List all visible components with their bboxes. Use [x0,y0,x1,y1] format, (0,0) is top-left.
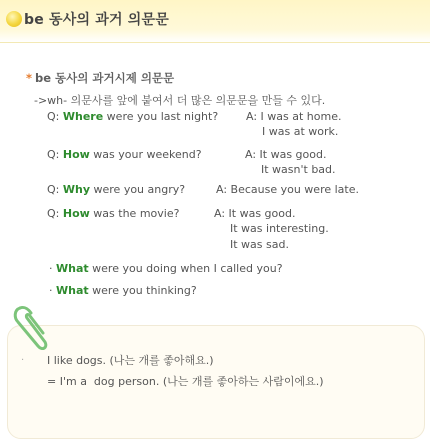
q-prefix: Q: [47,148,63,161]
note-line-2: = I'm a dog person. (나는 개를 좋아하는 사람이에요.) [47,375,324,388]
question-text: were you last night? [103,110,219,123]
wh-keyword: How [62,148,90,161]
answer-4-line-3: It was sad. [230,238,289,251]
question-text: were you doing when I called you? [88,262,283,275]
answer-2-line-1: A: It was good. [245,148,327,161]
section-title [26,70,174,86]
extra-question-1 [49,262,283,275]
answer-3-line-1: A: Because you were late. [216,183,359,196]
wh-keyword: How [62,207,90,220]
wh-keyword: What [56,284,89,297]
bullet: · [49,284,56,297]
question-text: was your weekend? [89,148,202,161]
header-bar [0,0,430,43]
note-bullet: · [21,355,25,366]
question-text: was the movie? [89,207,180,220]
star-icon: * [26,71,33,85]
yellow-dot-icon [6,11,22,27]
answer-4-line-2: It was interesting. [230,222,329,235]
answer-1-line-2: I was at work. [262,125,339,138]
section-title-text: be 동사의 과거시제 의문문 [35,71,175,85]
page-title: be 동사의 과거 의문문 [24,12,169,28]
q-prefix: Q: [47,110,63,123]
answer-2-line-2: It wasn't bad. [261,163,336,176]
bullet: · [49,262,56,275]
question-text: were you thinking? [88,284,197,297]
question-1 [47,110,218,123]
answer-4-line-1: A: It was good. [214,207,296,220]
q-prefix: Q: [47,207,63,220]
answer-1-line-1: A: I was at home. [246,110,342,123]
wh-keyword: Where [62,110,104,123]
extra-question-2 [49,284,197,297]
question-text: were you angry? [90,183,186,196]
wh-keyword: Why [62,183,91,196]
question-3 [47,183,185,196]
wh-keyword: What [56,262,89,275]
note-line-1: I like dogs. (나는 개를 좋아해요.) [47,354,214,367]
question-2 [47,148,202,161]
question-4 [47,207,179,220]
paperclip-icon [10,302,50,354]
q-prefix: Q: [47,183,63,196]
intro-line: ->wh- 의문사를 앞에 붙여서 더 많은 의문문을 만들 수 있다. [34,94,326,107]
